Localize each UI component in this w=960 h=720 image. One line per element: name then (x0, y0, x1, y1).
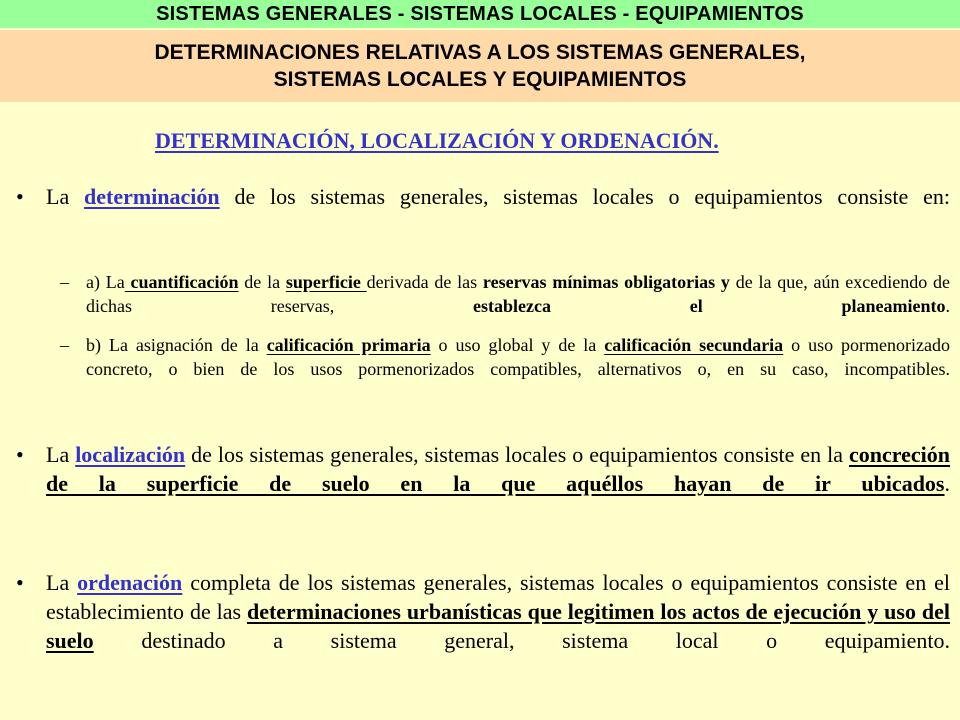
keyword-determinacion: determinación (84, 184, 220, 209)
sub-item-text: a) La cuantificación de la superficie derivada de las reservas mínimas obligatorias y de la que, aún excediendo de dichas reservas, establezca el planeamiento. (86, 272, 951, 316)
keyword-calificacion-primaria: calificación primaria (266, 335, 431, 355)
sub-item-a (60, 270, 950, 342)
keyword-determinaciones-urbanisticas: determinaciones urbanísticas que legitimen los actos de ejecución y uso del suelo (46, 599, 950, 653)
dash-marker: – (60, 272, 69, 292)
keyword-superficie: superficie (285, 272, 367, 292)
title-bar (0, 0, 960, 28)
slide-title: SISTEMAS GENERALES - SISTEMAS LOCALES - EQUIPAMIENTOS (156, 2, 804, 25)
bullet-dot: • (16, 442, 24, 467)
bullet-dot: • (16, 570, 24, 595)
subtitle-bar (0, 30, 960, 102)
bullet-text: La localización de los sistemas generales, sistemas locales o equipamientos consiste en la concreción de la superficie de suelo en la que aquéllos hayan de ir ubicados. (46, 442, 950, 496)
section-title: DETERMINACIÓN, LOCALIZACIÓN Y ORDENACIÓN. (155, 128, 719, 153)
keyword-concrecion: concreción de la superficie de suelo en la que aquéllos hayan de ir ubicados (46, 442, 950, 496)
slide-subtitle: DETERMINACIONES RELATIVAS A LOS SISTEMAS GENERALES, SISTEMAS LOCALES Y EQUIPAMIENTOS (154, 41, 806, 91)
keyword-reservas: reservas mínimas obligatorias y (482, 272, 730, 292)
sub-item-b (60, 333, 950, 405)
keyword-planeamiento: establezca el planeamiento (473, 296, 946, 316)
bullet-determinacion (16, 182, 950, 240)
keyword-cuantificacion: cuantificación (124, 272, 239, 292)
bullet-localizacion (16, 440, 950, 527)
keyword-calificacion-secundaria: calificación secundaria (604, 335, 784, 355)
bullet-ordenacion (16, 568, 950, 684)
keyword-localizacion: localización (75, 442, 186, 467)
bullet-text: La determinación de los sistemas generales, sistemas locales o equipamientos consiste en: (46, 184, 950, 209)
dash-marker: – (60, 335, 69, 355)
sub-item-text: b) La asignación de la calificación primaria o uso global y de la calificación secundaria o uso pormenorizado concreto, o bien de los usos pormenorizados compatibles, alternativos o, en su caso, incompatibles. (86, 335, 951, 379)
keyword-ordenacion: ordenación (77, 570, 183, 595)
bullet-text: La ordenación completa de los sistemas generales, sistemas locales o equipamientos consiste en el establecimiento de las determinaciones urbanísticas que legitimen los actos de ejecución y uso del suelo destinado a sistema general, sistema local o equipamiento. (46, 570, 951, 653)
bullet-dot: • (16, 184, 24, 209)
